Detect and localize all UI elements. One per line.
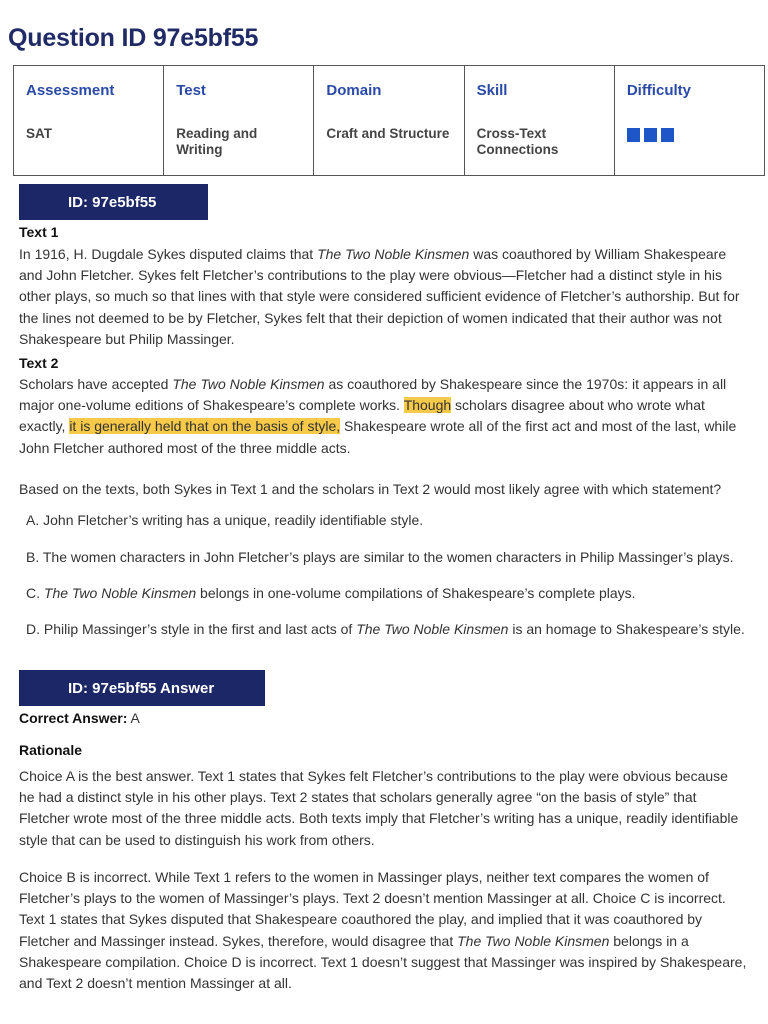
text2-highlight-2: it is generally held that on the basis of style, xyxy=(69,418,341,435)
meta-col-assessment xyxy=(14,66,164,175)
meta-value-domain: Craft and Structure xyxy=(326,126,450,141)
meta-col-difficulty xyxy=(615,66,764,175)
meta-header-assessment: Assessment xyxy=(26,82,115,99)
meta-header-difficulty: Difficulty xyxy=(626,82,691,99)
text2-highlight-1: Though xyxy=(403,397,452,414)
text2-label: Text 2 xyxy=(19,355,59,371)
meta-value-test: Reading and Writing xyxy=(176,126,258,157)
meta-value-skill: Cross-Text Connections xyxy=(476,126,559,157)
text2-passage xyxy=(19,374,749,459)
text2-part3: scholars disagree about who wrote what exactly, xyxy=(19,397,705,435)
option-d-text: is an homage to Shakespeare’s style. xyxy=(508,621,745,637)
text1-passage xyxy=(19,244,749,350)
correct-answer-label: Correct Answer: xyxy=(19,710,128,726)
option-c-text: belongs in one-volume compilations of Shakespeare’s complete plays. xyxy=(196,585,636,601)
meta-col-domain xyxy=(314,66,464,175)
option-d-title: The Two Noble Kinsmen xyxy=(356,621,509,637)
option-c[interactable] xyxy=(26,585,636,601)
difficulty-bar xyxy=(661,128,674,142)
difficulty-bar xyxy=(644,128,657,142)
meta-col-test xyxy=(164,66,314,175)
option-b[interactable]: B. The women characters in John Fletcher’s plays are similar to the women characters in Philip Massinger’s plays. xyxy=(26,549,734,565)
difficulty-bar xyxy=(627,128,640,142)
rationale2-title: The Two Noble Kinsmen xyxy=(457,932,610,949)
correct-answer-value: A xyxy=(127,710,140,726)
text2-part4: Shakespeare wrote all of the first act and most of the last, while John Fletcher authored most of the three middle acts. xyxy=(19,418,737,456)
meta-header-test: Test xyxy=(176,82,206,99)
option-c-prefix: C. xyxy=(26,585,44,601)
meta-col-skill xyxy=(465,66,615,175)
text1-part2: was coauthored by William Shakespeare and John Fletcher. Sykes felt Fletcher’s contributions to the play were obvious—Fletcher had a distinct style in his other plays, so much so that lines with that style were considered sufficient evidence of Fletcher’s authorship. But for the lines not deemed to be by Fletcher, Sykes felt that their depiction of women indicated that their author was not Shakespeare but Philip Massinger. xyxy=(19,246,740,347)
question-meta-table xyxy=(13,65,765,176)
text2-title: The Two Noble Kinsmen xyxy=(172,376,325,392)
text1-label: Text 1 xyxy=(19,224,59,240)
meta-header-skill: Skill xyxy=(476,82,508,99)
rationale-paragraph-1: Choice A is the best answer. Text 1 states that Sykes felt Fletcher’s contributions to the play were obvious because he had a distinct style in his other plays. Text 2 states that scholars generally agree “on the basis of style” that Fletcher wrote most of the three middle acts. Both texts imply that Fletcher’s writing has a unique, readily identifiable style that can be used to distinguish his work from others. xyxy=(19,768,739,848)
answer-id-banner: ID: 97e5bf55 Answer xyxy=(19,670,265,706)
difficulty-indicator xyxy=(627,128,752,142)
rationale-paragraph-2 xyxy=(19,867,747,994)
text1-title: The Two Noble Kinsmen xyxy=(317,246,470,262)
option-c-title: The Two Noble Kinsmen xyxy=(43,585,197,601)
question-id-banner: ID: 97e5bf55 xyxy=(19,184,208,220)
rationale2-part2: belongs in a Shakespeare compilation. Choice D is incorrect. Text 1 doesn’t suggest that Massinger was inspired by Shakespeare, and Text 2 doesn’t mention Massinger at all. xyxy=(19,932,747,992)
option-a[interactable]: A. John Fletcher’s writing has a unique, readily identifiable style. xyxy=(26,512,424,528)
option-d-prefix: D. Philip Massinger’s style in the first and last acts of xyxy=(26,621,357,637)
text1-part1: In 1916, H. Dugdale Sykes disputed claims that xyxy=(19,246,318,262)
text2-part1: Scholars have accepted xyxy=(19,376,173,392)
rationale2-part1: Choice B is incorrect. While Text 1 refers to the women in Massinger plays, neither text compares the women of Fletcher’s plays to the women of Massinger’s plays. Text 2 doesn’t mention Massinger at all. Choice C is incorrect. Text 1 states that Sykes disputed that Shakespeare coauthored the play, and implied that it was coauthored by Fletcher and Massinger instead. Sykes, therefore, would disagree that xyxy=(19,869,726,949)
option-d[interactable] xyxy=(26,621,745,637)
text2-part2: as coauthored by Shakespeare since the 1970s: it appears in all major one-volume editions of Shakespeare’s complete works. xyxy=(19,376,727,414)
correct-answer xyxy=(19,710,140,726)
page-title: Question ID 97e5bf55 xyxy=(8,24,259,52)
meta-header-domain: Domain xyxy=(326,82,382,99)
question-stem: Based on the texts, both Sykes in Text 1 and the scholars in Text 2 would most likely agree with which statement? xyxy=(19,481,722,497)
meta-value-assessment: SAT xyxy=(26,126,52,141)
rationale-label: Rationale xyxy=(19,742,83,758)
